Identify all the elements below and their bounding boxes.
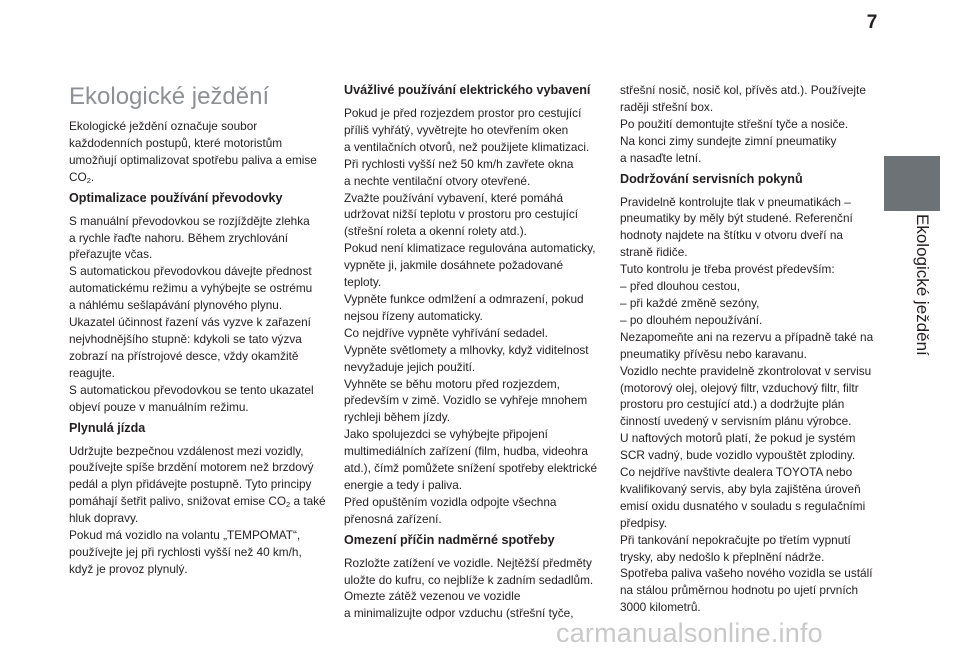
text-line: raději střešní box. <box>620 99 714 114</box>
text-line: pneumatiky by měly být studené. Referenční <box>620 211 853 226</box>
text-line: Pokud není klimatizace regulována automaticky, <box>344 241 596 256</box>
text-line: když je provoz plynulý. <box>69 561 188 576</box>
side-tab-label: Ekologické ježdění <box>913 214 932 356</box>
text-line: Před opuštěním vozidla odpojte všechna <box>344 494 557 509</box>
text-line: udržovat nižší teplotu v prostoru pro cestující <box>344 207 579 222</box>
text-line: S automatickou převodovkou se tento ukazatel <box>69 382 314 397</box>
text-line: příliš vyhřátý, vyvětrejte ho otevřením oken <box>344 122 569 137</box>
co2-text: CO <box>69 169 87 184</box>
text-line: a nechte ventilační otvory otevřené. <box>344 173 531 188</box>
column-left <box>69 82 331 578</box>
text-line: Vypněte světlomety a mlhovky, když viditelnost <box>344 342 589 357</box>
text-line: používejte spíše brzdění motorem než brzdový <box>69 460 314 475</box>
text-line: – před dlouhou cestou, <box>620 279 741 294</box>
text-line: Tuto kontrolu je třeba provést především: <box>620 262 835 277</box>
text-line: Nezapomeňte ani na rezervu a případně také na <box>620 329 874 344</box>
text-line: nejsou řízeny automaticky. <box>344 308 483 323</box>
section-heading-gearbox: Optimalizace používání převodovky <box>69 190 283 205</box>
text-line: teploty. <box>344 275 382 290</box>
intro-paragraph <box>69 118 331 186</box>
text-line: pedál a plyn přidávejte postupně. Tyto principy <box>69 477 312 492</box>
text-line: nevyžaduje jejich použití. <box>344 359 476 374</box>
text-line: SCR vadný, bude vozidlo vypouštět zplodiny. <box>620 448 856 463</box>
text-line: automatickému režimu a vyhýbejte se ostrému <box>69 281 313 296</box>
electrical-equipment-paragraph <box>344 105 606 528</box>
section-heading-service: Dodržování servisních pokynů <box>620 171 803 186</box>
text-line: – při každé změně sezóny, <box>620 295 760 310</box>
side-tab-marker <box>884 156 940 211</box>
section-heading-smooth-driving: Plynulá jízda <box>69 420 146 435</box>
text-line: trysky, aby nedošlo k přeplnění nádrže. <box>620 549 825 564</box>
text-line: energie a tedy i paliva. <box>344 477 463 492</box>
page-title: Ekologické ježdění <box>69 83 270 110</box>
overconsumption-paragraph <box>344 555 606 623</box>
text-line: Pravidelně kontrolujte tlak v pneumatikách – <box>620 194 851 209</box>
text-line: používejte jej při rychlosti vyšší než 40 km/h, <box>69 544 302 559</box>
service-paragraph <box>620 194 882 617</box>
text-line: Co nejdříve vypněte vyhřívání sedadel. <box>344 325 548 340</box>
text-line: multimediálních zařízení (film, hudba, videohra <box>344 444 588 459</box>
text-line: – po dlouhém nepoužívání. <box>620 312 763 327</box>
text-line: Po použití demontujte střešní tyče a nosiče. <box>620 116 849 131</box>
text-line: předpisy. <box>620 515 667 530</box>
text-line: hluk dopravy. <box>69 511 139 526</box>
text-line: Vozidlo nechte pravidelně zkontrolovat v servisu <box>620 363 872 378</box>
text-line: U naftových motorů platí, že pokud je systém <box>620 431 856 446</box>
text-line: pneumatiky přívěsu nebo karavanu. <box>620 346 807 361</box>
text-line: (motorový olej, olejový filtr, vzduchový filtr, filtr <box>620 380 859 395</box>
text-line: straně řidiče. <box>620 245 688 260</box>
text-line: Při rychlosti vyšší než 50 km/h zavřete okna <box>344 156 574 171</box>
section-heading-overconsumption: Omezení příčin nadměrné spotřeby <box>344 532 555 547</box>
text-line: každodenních postupů, které motoristům <box>69 135 283 150</box>
text-line: především v zimě. Vozidlo se vyhřeje mnohem <box>344 393 588 408</box>
continued-paragraph <box>620 82 882 167</box>
text-line: S automatickou převodovkou dávejte přednost <box>69 264 312 279</box>
text-line: prostoru pro cestující atd.) a dodržujte plán <box>620 397 845 412</box>
text-line: vypněte ji, jakmile dosáhnete požadované <box>344 258 564 273</box>
text-line: rychleji během jízdy. <box>344 410 450 425</box>
text-line: na stálou průměrnou hodnotu po ujetí prvních <box>620 583 859 598</box>
text-line: Zvažte používání vybavení, které pomáhá <box>344 190 564 205</box>
text-line: Pokud má vozidlo na volantu „TEMPOMAT“, <box>69 528 301 543</box>
text-line: umožňují optimalizovat spotřebu paliva a emise <box>69 152 317 167</box>
text-line: Spotřeba paliva vašeho nového vozidla se ustálí <box>620 566 873 581</box>
text-line: uložte do kufru, co nejblíže k zadním sedadlům. <box>344 572 594 587</box>
text-line: hodnoty najdete na štítku v otvoru dveří na <box>620 228 843 243</box>
text-line: Vypněte funkce odmlžení a odmrazení, pokud <box>344 291 584 306</box>
text-line: reagujte. <box>69 365 115 380</box>
text-line: Vyhněte se běhu motoru před rozjezdem, <box>344 376 560 391</box>
text-line: Co nejdříve navštivte dealera TOYOTA nebo <box>620 465 853 480</box>
text-line: Jako spolujezdci se vyhýbejte připojení <box>344 427 548 442</box>
text-line: a ventilačních otvorů, než použijete klimatizaci. <box>344 139 590 154</box>
text-line: a náhlému sešlapávání plynového plynu. <box>69 298 283 313</box>
text-line: atd.), čímž pomůžete snížení spotřeby elektrické <box>344 461 598 476</box>
gearbox-paragraph <box>69 213 331 416</box>
text-line: nejvhodnějšího stupně: kdykoli se tato výzva <box>69 331 302 346</box>
subscript: 2 <box>286 500 291 510</box>
text-line: kvalifikovaný servis, aby byla zajištěna úroveň <box>620 481 861 496</box>
text-line: objeví pouze v manuálním režimu. <box>69 399 249 414</box>
smooth-driving-paragraph <box>69 443 331 578</box>
text-line: pomáhají šetřit palivo, snižovat emise CO <box>69 494 287 509</box>
column-middle <box>344 82 606 622</box>
text-line: (střešní roleta a okenní rolety atd.). <box>344 224 527 239</box>
text-line: . <box>90 169 95 184</box>
text-line: a rychle řaďte nahoru. Během zrychlování <box>69 230 289 245</box>
text-line: S manuální převodovkou se rozjíždějte zlehka <box>69 213 310 228</box>
text-line: přenosná zařízení. <box>344 511 442 526</box>
column-right <box>620 82 882 616</box>
text-line: a minimalizujte odpor vzduchu (střešní tyče, <box>344 606 574 621</box>
text-line: činností uvedený v servisním plánu výrobce. <box>620 414 852 429</box>
text-line: Při tankování nepokračujte po třetím vypnutí <box>620 532 851 547</box>
text-line: emisí oxidu dusnatého v souladu s regulačními <box>620 498 866 513</box>
text-line: Ukazatel účinnost řazení vás vyzve k zařazení <box>69 315 311 330</box>
text-line: Omezte zátěž vezenou ve vozidle <box>344 589 521 604</box>
subscript: 2 <box>86 175 91 185</box>
text-line: a také <box>290 494 326 509</box>
watermark: carmanualsonline.info <box>556 618 823 648</box>
text-line: a nasaďte letní. <box>620 150 702 165</box>
section-heading-electrical-equipment: Uvážlivé používání elektrického vybavení <box>344 83 591 97</box>
text-line: zobrazí na přístrojové desce, vždy okamžitě <box>69 348 299 363</box>
text-line: Rozložte zatížení ve vozidle. Nejtěžší předměty <box>344 555 592 570</box>
text-line: Na konci zimy sundejte zimní pneumatiky <box>620 133 837 148</box>
text-line: Pokud je před rozjezdem prostor pro cestující <box>344 106 582 120</box>
page-number: 7 <box>866 12 878 33</box>
text-line: Udržujte bezpečnou vzdálenost mezi vozidly, <box>69 443 304 458</box>
text-line: střešní nosič, nosič kol, přívěs atd.). Používejte <box>620 83 866 97</box>
text-line: Ekologické ježdění označuje soubor <box>69 119 258 133</box>
text-line: přeřazujte včas. <box>69 247 153 262</box>
text-line: 3000 kilometrů. <box>620 600 701 615</box>
